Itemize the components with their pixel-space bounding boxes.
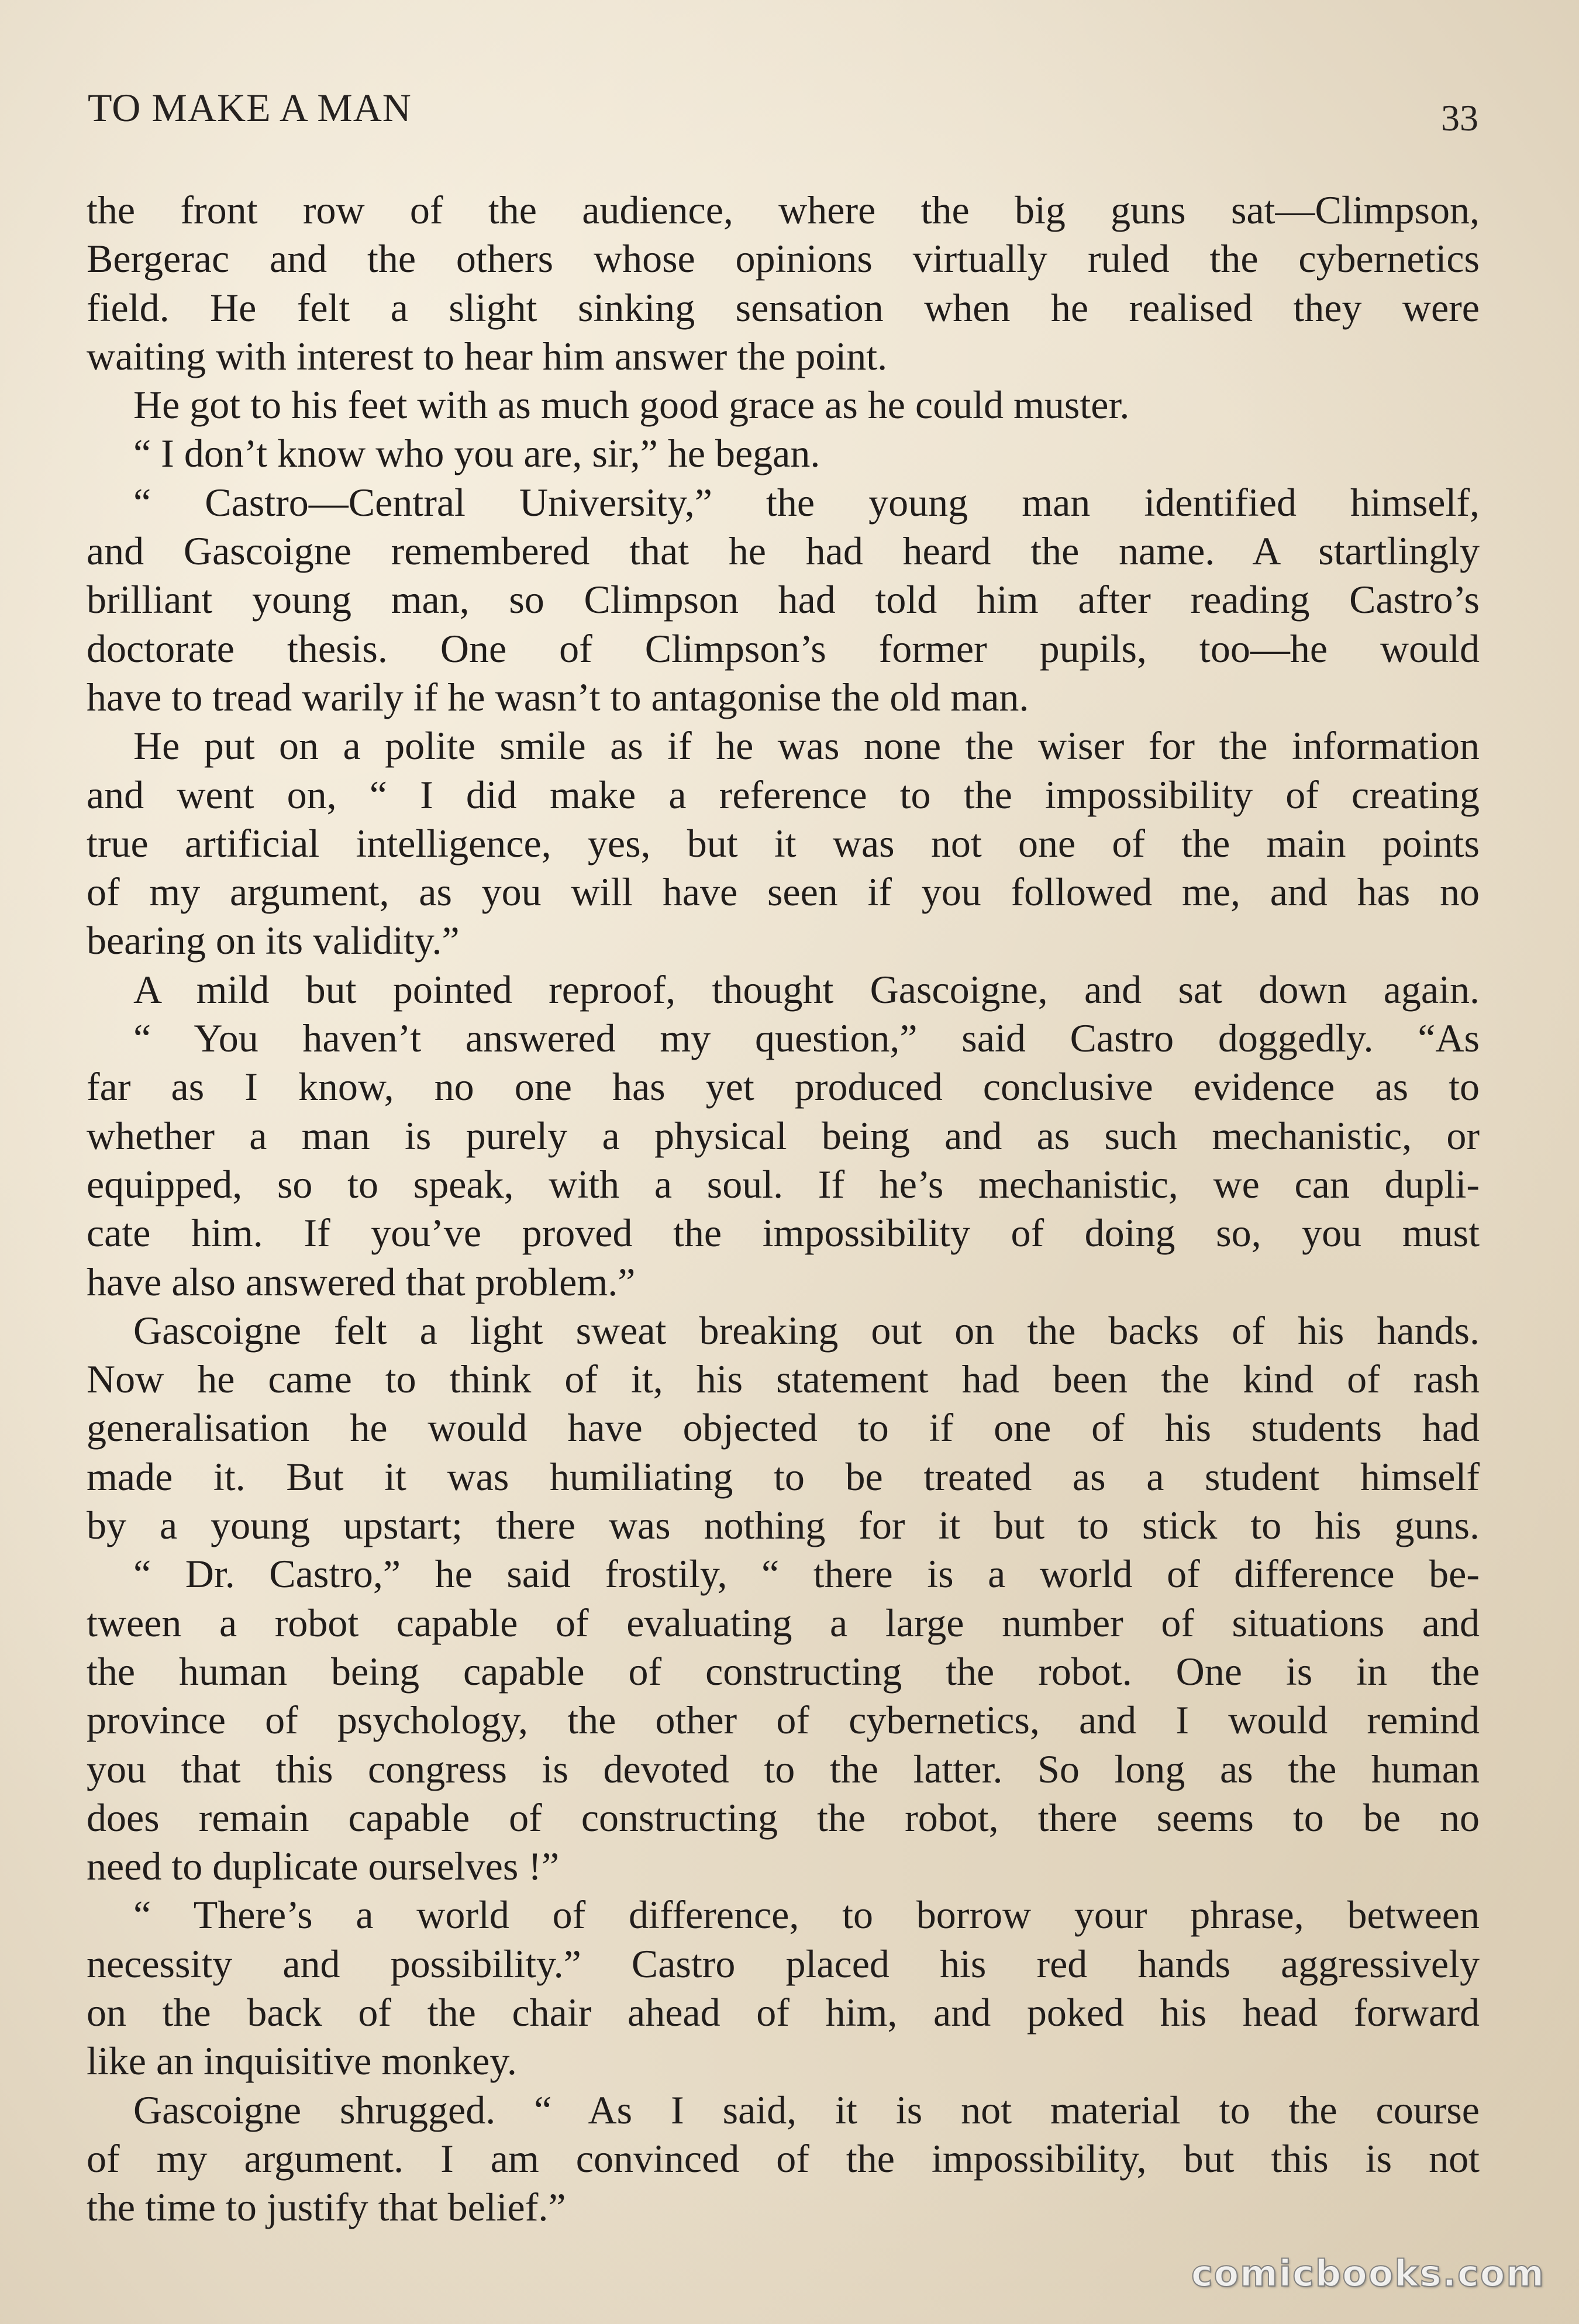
- text-line: province of psychology, the other of cybernetics, and I would remind: [87, 1698, 1480, 1743]
- page-number: 33: [1441, 97, 1478, 139]
- text-line: on the back of the chair ahead of him, and poked his head forward: [87, 1989, 1480, 2035]
- text-line: “ There’s a world of difference, to borrow your phrase, between: [133, 1892, 1480, 1937]
- text-line: and Gascoigne remembered that he had heard the name. A startlingly: [87, 529, 1480, 574]
- text-line: and went on, “ I did make a reference to the impossibility of creating: [87, 772, 1480, 817]
- text-line: have also answered that problem.”: [87, 1259, 636, 1304]
- text-line: waiting with interest to hear him answer the point.: [87, 333, 888, 378]
- text-line: far as I know, no one has yet produced conclusive evidence as to: [87, 1064, 1480, 1109]
- text-line: true artificial intelligence, yes, but it was not one of the main points: [87, 820, 1480, 866]
- text-line: “ Castro—Central University,” the young man identified himself,: [133, 480, 1480, 525]
- text-line: generalisation he would have objected to if one of his students had: [87, 1405, 1480, 1450]
- text-line: the front row of the audience, where the big guns sat—Climpson,: [87, 188, 1480, 232]
- text-line: Gascoigne felt a light sweat breaking out on the backs of his hands.: [133, 1308, 1480, 1353]
- text-line: like an inquisitive monkey.: [87, 2039, 517, 2084]
- text-line: of my argument. I am convinced of the impossibility, but this is not: [87, 2136, 1480, 2181]
- text-line: “ I don’t know who you are, sir,” he began.: [133, 431, 820, 476]
- text-line: tween a robot capable of evaluating a large number of situations and: [87, 1600, 1480, 1645]
- text-line: field. He felt a slight sinking sensation when he realised they were: [87, 285, 1480, 330]
- text-line: brilliant young man, so Climpson had told him after reading Castro’s: [87, 577, 1480, 622]
- text-line: have to tread warily if he wasn’t to antagonise the old man.: [87, 674, 1029, 719]
- text-line: you that this congress is devoted to the latter. So long as the human: [87, 1746, 1480, 1791]
- text-line: “ Dr. Castro,” he said frostily, “ there is a world of difference be-: [133, 1551, 1480, 1597]
- text-line: Bergerac and the others whose opinions virtually ruled the cybernetics: [87, 236, 1480, 281]
- text-line: cate him. If you’ve proved the impossibility of doing so, you must: [87, 1211, 1480, 1256]
- text-line: does remain capable of constructing the robot, there seems to be no: [87, 1795, 1480, 1840]
- text-line: He got to his feet with as much good grace as he could muster.: [133, 382, 1130, 427]
- text-line: A mild but pointed reproof, thought Gascoigne, and sat down again.: [133, 967, 1480, 1012]
- text-line: the human being capable of constructing the robot. One is in the: [87, 1649, 1480, 1694]
- text-line: “ You haven’t answered my question,” said Castro doggedly. “As: [133, 1016, 1480, 1061]
- text-line: doctorate thesis. One of Climpson’s former pupils, too—he would: [87, 626, 1480, 671]
- text-line: the time to justify that belief.”: [87, 2185, 566, 2230]
- text-line: of my argument, as you will have seen if you followed me, and has no: [87, 870, 1480, 915]
- body-text: [87, 186, 1480, 2232]
- text-line: need to duplicate ourselves !”: [87, 1844, 560, 1889]
- text-line: bearing on its validity.”: [87, 918, 460, 963]
- text-line: He put on a polite smile as if he was none the wiser for the information: [133, 723, 1480, 768]
- text-line: Now he came to think of it, his statement had been the kind of rash: [87, 1357, 1480, 1402]
- text-line: necessity and possibility.” Castro placed his red hands aggressively: [87, 1941, 1480, 1986]
- watermark: comicbooks.com: [1191, 2252, 1545, 2295]
- text-line: made it. But it was humiliating to be treated as a student himself: [87, 1454, 1480, 1499]
- text-line: by a young upstart; there was nothing for it but to stick to his guns.: [87, 1503, 1480, 1548]
- text-line: equipped, so to speak, with a soul. If he’s mechanistic, we can dupli-: [87, 1161, 1480, 1206]
- running-title: TO MAKE A MAN: [88, 85, 412, 130]
- text-line: whether a man is purely a physical being and as such mechanistic, or: [87, 1113, 1480, 1158]
- text-line: Gascoigne shrugged. “ As I said, it is not material to the course: [133, 2087, 1480, 2132]
